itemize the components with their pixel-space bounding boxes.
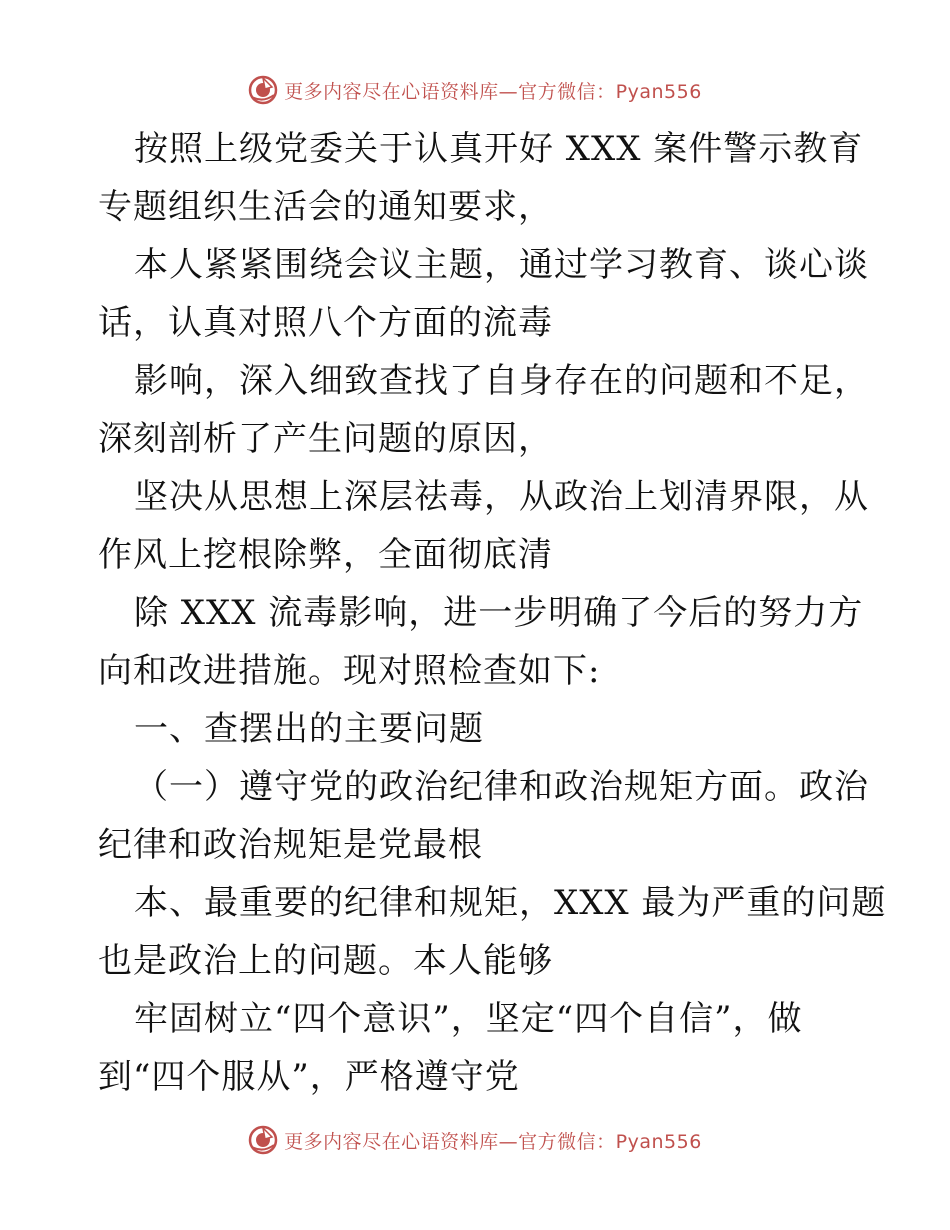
document-line: 专题组织生活会的通知要求， (98, 187, 553, 227)
document-line: 牢固树立“四个意识”，坚定“四个自信”，做 (134, 999, 803, 1039)
document-line: 纪律和政治规矩是党最根 (98, 825, 483, 865)
document-body (98, 120, 887, 1106)
document-line: 坚决从思想上深层祛毒，从政治上划清界限，从 (134, 477, 869, 517)
header-banner (0, 70, 950, 110)
document-line: 也是政治上的问题。本人能够 (98, 941, 553, 981)
header-banner-separator: — (498, 80, 519, 103)
library-logo-icon (248, 1125, 278, 1155)
document-line: 到“四个服从”，严格遵守党 (98, 1057, 520, 1097)
footer-banner-inner (248, 1125, 702, 1155)
document-line: （一）遵守党的政治纪律和政治规矩方面。政治 (134, 767, 869, 807)
footer-banner-text (284, 1127, 702, 1154)
footer-banner-separator: — (498, 1130, 519, 1153)
document-line: 深刻剖析了产生问题的原因， (98, 419, 553, 459)
header-banner-wechat: 官方微信：Pyan556 (518, 80, 702, 103)
document-line: 向和改进措施。现对照检查如下: (98, 651, 601, 691)
document-line: 影响，深入细致查找了自身存在的问题和不足， (134, 361, 869, 401)
footer-banner-wechat: 官方微信：Pyan556 (518, 1130, 702, 1153)
document-line: 话，认真对照八个方面的流毒 (98, 303, 553, 343)
header-banner-brand: 更多内容尽在心语资料库 (284, 80, 499, 103)
document-line: 按照上级党委关于认真开好 XXX 案件警示教育 (134, 129, 864, 169)
document-line: 本人紧紧围绕会议主题，通过学习教育、谈心谈 (134, 245, 869, 285)
footer-banner (0, 1120, 950, 1160)
footer-banner-brand: 更多内容尽在心语资料库 (284, 1130, 499, 1153)
library-logo-icon (248, 75, 278, 105)
document-line: 除 XXX 流毒影响，进一步明确了今后的努力方 (134, 593, 864, 633)
header-banner-inner (248, 75, 702, 105)
document-line: 本、最重要的纪律和规矩，XXX 最为严重的问题 (134, 883, 887, 923)
section-heading: 一、查摆出的主要问题 (134, 709, 484, 749)
header-banner-text (284, 77, 702, 104)
document-line: 作风上挖根除弊，全面彻底清 (98, 535, 553, 575)
